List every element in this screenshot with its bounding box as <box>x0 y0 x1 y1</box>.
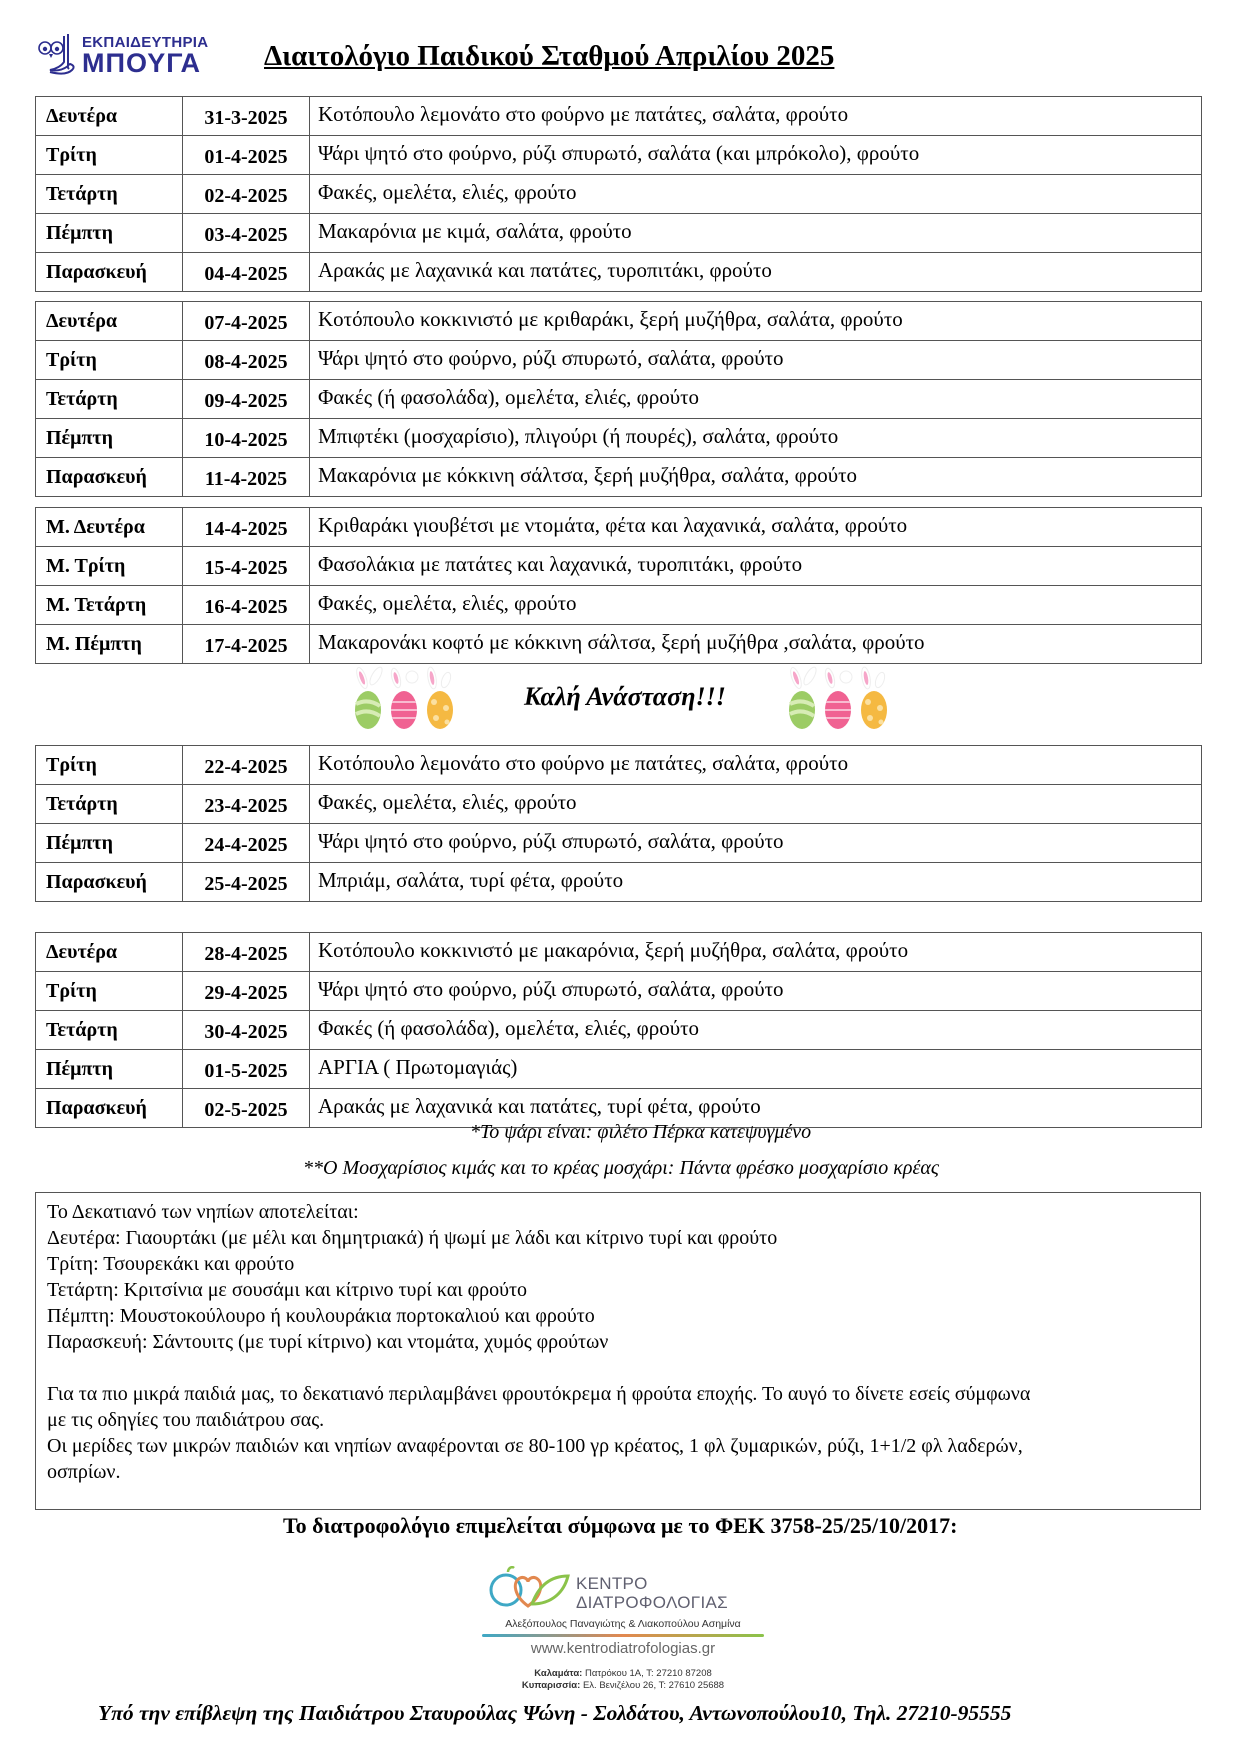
meal-cell: Αρακάς με λαχανικά και πατάτες, τυρί φέτα, φρούτο <box>310 1089 1202 1128</box>
date-cell: 15-4-2025 <box>183 547 310 586</box>
snack-line-friday: Παρασκευή: Σάντουιτς (με τυρί κίτρινο) και ντομάτα, χυμός φρούτων <box>47 1331 609 1353</box>
table-row <box>36 1050 1202 1089</box>
date-cell: 01-4-2025 <box>183 136 310 175</box>
day-cell: Μ. Δευτέρα <box>36 508 183 547</box>
date-cell: 08-4-2025 <box>183 341 310 380</box>
day-cell: Τετάρτη <box>36 175 183 214</box>
gradient-divider <box>482 1634 764 1637</box>
table-row <box>36 253 1202 292</box>
table-row <box>36 863 1202 902</box>
menu-table-week-2 <box>35 301 1202 497</box>
day-cell: Τετάρτη <box>36 380 183 419</box>
day-cell: Τετάρτη <box>36 1011 183 1050</box>
menu-table-week-1 <box>35 96 1202 292</box>
snack-line-tuesday: Τρίτη: Τσουρεκάκι και φρούτο <box>47 1253 295 1275</box>
date-cell: 31-3-2025 <box>183 97 310 136</box>
table-row <box>36 97 1202 136</box>
date-cell: 04-4-2025 <box>183 253 310 292</box>
meal-cell: Ψάρι ψητό στο φούρνο, ρύζι σπυρωτό, σαλάτα (και μπρόκολο), φρούτο <box>310 136 1202 175</box>
meal-cell: Κριθαράκι γιουβέτσι με ντομάτα, φέτα και λαχανικά, σαλάτα, φρούτο <box>310 508 1202 547</box>
meal-cell: Ψάρι ψητό στο φούρνο, ρύζι σπυρωτό, σαλάτα, φρούτο <box>310 972 1202 1011</box>
table-row <box>36 175 1202 214</box>
easter-bunny-eggs-icon <box>348 664 458 734</box>
table-row <box>36 824 1202 863</box>
snack-info-box <box>35 1192 1201 1510</box>
meal-cell: Κοτόπουλο λεμονάτο στο φούρνο με πατάτες, σαλάτα, φρούτο <box>310 746 1202 785</box>
meal-cell: Μακαρονάκι κοφτό με κόκκινη σάλτσα, ξερή μυζήθρα ,σαλάτα, φρούτο <box>310 625 1202 664</box>
nutrition-center-website: www.kentrodiatrofologias.gr <box>530 1640 716 1657</box>
date-cell: 14-4-2025 <box>183 508 310 547</box>
table-row <box>36 625 1202 664</box>
table-row <box>36 136 1202 175</box>
table-row <box>36 419 1202 458</box>
date-cell: 03-4-2025 <box>183 214 310 253</box>
meal-cell: Ψάρι ψητό στο φούρνο, ρύζι σπυρωτό, σαλάτα, φρούτο <box>310 824 1202 863</box>
address-kalamata: Καλαμάτα: Πατρόκου 1Α, Τ: 27210 87208 <box>534 1668 712 1679</box>
meal-cell: Φακές, ομελέτα, ελιές, φρούτο <box>310 175 1202 214</box>
nutrition-center-name-1: ΚΕΝΤΡΟ <box>576 1574 648 1593</box>
day-cell: Πέμπτη <box>36 824 183 863</box>
pediatrician-footer: Υπό την επίβλεψη της Παιδιάτρου Σταυρούλας Ψώνη - Σολδάτου, Αντωνοπούλου10, Τηλ. 27210-95555 <box>98 1701 1012 1725</box>
meal-cell: Μπιφτέκι (μοσχαρίσιο), πλιγούρι (ή πουρές), σαλάτα, φρούτο <box>310 419 1202 458</box>
date-cell: 24-4-2025 <box>183 824 310 863</box>
date-cell: 02-5-2025 <box>183 1089 310 1128</box>
meal-cell: Μπριάμ, σαλάτα, τυρί φέτα, φρούτο <box>310 863 1202 902</box>
snack-extra-line: Οι μερίδες των μικρών παιδιών και νηπίων αναφέρονται σε 80-100 γρ κρέατος, 1 φλ ζυμαρικών, ρύζι, 1+1/2 φλ λαδερών, <box>47 1435 1023 1457</box>
date-cell: 10-4-2025 <box>183 419 310 458</box>
date-cell: 17-4-2025 <box>183 625 310 664</box>
meal-cell: Φακές, ομελέτα, ελιές, φρούτο <box>310 785 1202 824</box>
meal-cell: Κοτόπουλο κοκκινιστό με κριθαράκι, ξερή μυζήθρα, σαλάτα, φρούτο <box>310 302 1202 341</box>
table-row <box>36 746 1202 785</box>
date-cell: 23-4-2025 <box>183 785 310 824</box>
table-row <box>36 785 1202 824</box>
logo-line1: ΕΚΠΑΙΔΕΥΤΗΡΙΑ <box>82 34 209 51</box>
date-cell: 29-4-2025 <box>183 972 310 1011</box>
day-cell: Τρίτη <box>36 136 183 175</box>
meal-cell: Ψάρι ψητό στο φούρνο, ρύζι σπυρωτό, σαλάτα, φρούτο <box>310 341 1202 380</box>
snack-extra-line: με τις οδηγίες του παιδιάτρου σας. <box>47 1409 325 1431</box>
table-row <box>36 972 1202 1011</box>
menu-table-week-4 <box>35 745 1202 902</box>
day-cell: Παρασκευή <box>36 458 183 497</box>
menu-table-week-5 <box>35 932 1202 1128</box>
day-cell: Δευτέρα <box>36 933 183 972</box>
fish-note: *Το ψάρι είναι: φιλέτο Πέρκα κατεψυγμένο <box>470 1121 812 1143</box>
address-kyparissia: Κυπαρισσία: Ελ. Βενιζέλου 26, Τ: 27610 25688 <box>521 1680 725 1691</box>
date-cell: 09-4-2025 <box>183 380 310 419</box>
snack-line-thursday: Πέμπτη: Μουστοκούλουρο ή κουλουράκια πορτοκαλιού και φρούτο <box>47 1305 595 1327</box>
day-cell: Μ. Πέμπτη <box>36 625 183 664</box>
meal-cell: ΑΡΓΙΑ ( Πρωτομαγιάς) <box>310 1050 1202 1089</box>
date-cell: 25-4-2025 <box>183 863 310 902</box>
nutrition-center-owners: Αλεξόπουλος Παναγιώτης & Λιακοπούλου Ασημίνα <box>505 1618 741 1630</box>
heart-leaf-logo-icon <box>484 1566 572 1612</box>
table-row <box>36 380 1202 419</box>
day-cell: Πέμπτη <box>36 419 183 458</box>
date-cell: 28-4-2025 <box>183 933 310 972</box>
date-cell: 07-4-2025 <box>183 302 310 341</box>
table-row <box>36 458 1202 497</box>
date-cell: 16-4-2025 <box>183 586 310 625</box>
nutrition-center-logo <box>478 1562 768 1697</box>
page-header <box>36 30 1206 86</box>
day-cell: Μ. Τρίτη <box>36 547 183 586</box>
meal-cell: Φακές, ομελέτα, ελιές, φρούτο <box>310 586 1202 625</box>
day-cell: Παρασκευή <box>36 863 183 902</box>
meal-cell: Φακές (ή φασολάδα), ομελέτα, ελιές, φρούτο <box>310 380 1202 419</box>
table-row <box>36 341 1202 380</box>
page-title: Διαιτολόγιο Παιδικού Σταθμού Απριλίου 2025 <box>264 40 835 72</box>
easter-greeting-banner <box>0 664 1241 734</box>
day-cell: Τρίτη <box>36 746 183 785</box>
table-row <box>36 214 1202 253</box>
date-cell: 02-4-2025 <box>183 175 310 214</box>
meal-cell: Κοτόπουλο κοκκινιστό με μακαρόνια, ξερή μυζήθρα, σαλάτα, φρούτο <box>310 933 1202 972</box>
meal-cell: Φακές (ή φασολάδα), ομελέτα, ελιές, φρούτο <box>310 1011 1202 1050</box>
meal-cell: Μακαρόνια με κόκκινη σάλτσα, ξερή μυζήθρα, σαλάτα, φρούτο <box>310 458 1202 497</box>
day-cell: Τετάρτη <box>36 785 183 824</box>
easter-bunny-eggs-icon <box>782 664 892 734</box>
day-cell: Τρίτη <box>36 341 183 380</box>
day-cell: Δευτέρα <box>36 97 183 136</box>
date-cell: 11-4-2025 <box>183 458 310 497</box>
table-row <box>36 302 1202 341</box>
meal-cell: Αρακάς με λαχανικά και πατάτες, τυροπιτάκι, φρούτο <box>310 253 1202 292</box>
day-cell: Μ. Τετάρτη <box>36 586 183 625</box>
logo-line2: ΜΠΟΥΓΑ <box>82 48 202 78</box>
date-cell: 01-5-2025 <box>183 1050 310 1089</box>
snack-line-wednesday: Τετάρτη: Κριτσίνια με σουσάμι και κίτρινο τυρί και φρούτο <box>47 1279 528 1301</box>
owl-icon <box>36 32 76 80</box>
table-row <box>36 547 1202 586</box>
snack-extra-line: Για τα πιο μικρά παιδιά μας, το δεκατιανό περιλαμβάνει φρουτόκρεμα ή φρούτα εποχής. Το αυγό το δίνετε εσείς σύμφωνα <box>47 1383 1031 1405</box>
day-cell: Πέμπτη <box>36 1050 183 1089</box>
day-cell: Παρασκευή <box>36 253 183 292</box>
menu-table-week-3 <box>35 507 1202 664</box>
snack-extra-line: οσπρίων. <box>47 1461 121 1483</box>
beef-note: **Ο Μοσχαρίσιος κιμάς και το κρέας μοσχάρι: Πάντα φρέσκο μοσχαρίσιο κρέας <box>303 1157 939 1179</box>
day-cell: Τρίτη <box>36 972 183 1011</box>
table-row <box>36 1011 1202 1050</box>
day-cell: Δευτέρα <box>36 302 183 341</box>
school-logo <box>36 30 226 82</box>
date-cell: 30-4-2025 <box>183 1011 310 1050</box>
easter-greeting-text: Καλή Ανάσταση!!! <box>524 682 726 711</box>
table-row <box>36 933 1202 972</box>
date-cell: 22-4-2025 <box>183 746 310 785</box>
day-cell: Παρασκευή <box>36 1089 183 1128</box>
snack-line-monday: Δευτέρα: Γιαουρτάκι (με μέλι και δημητριακά) ή ψωμί με λάδι και κίτρινο τυρί και φρούτο <box>47 1227 778 1249</box>
day-cell: Πέμπτη <box>36 214 183 253</box>
table-row <box>36 586 1202 625</box>
nutrition-center-name-2: ΔΙΑΤΡΟΦΟΛΟΓΙΑΣ <box>576 1593 728 1612</box>
meal-cell: Μακαρόνια με κιμά, σαλάτα, φρούτο <box>310 214 1202 253</box>
table-row <box>36 508 1202 547</box>
meal-cell: Κοτόπουλο λεμονάτο στο φούρνο με πατάτες, σαλάτα, φρούτο <box>310 97 1202 136</box>
fek-statement: Το διατροφολόγιο επιμελείται σύμφωνα με το ΦΕΚ 3758-25/25/10/2017: <box>283 1513 958 1538</box>
meal-cell: Φασολάκια με πατάτες και λαχανικά, τυροπιτάκι, φρούτο <box>310 547 1202 586</box>
snack-heading: Το Δεκατιανό των νηπίων αποτελείται: <box>47 1201 359 1223</box>
